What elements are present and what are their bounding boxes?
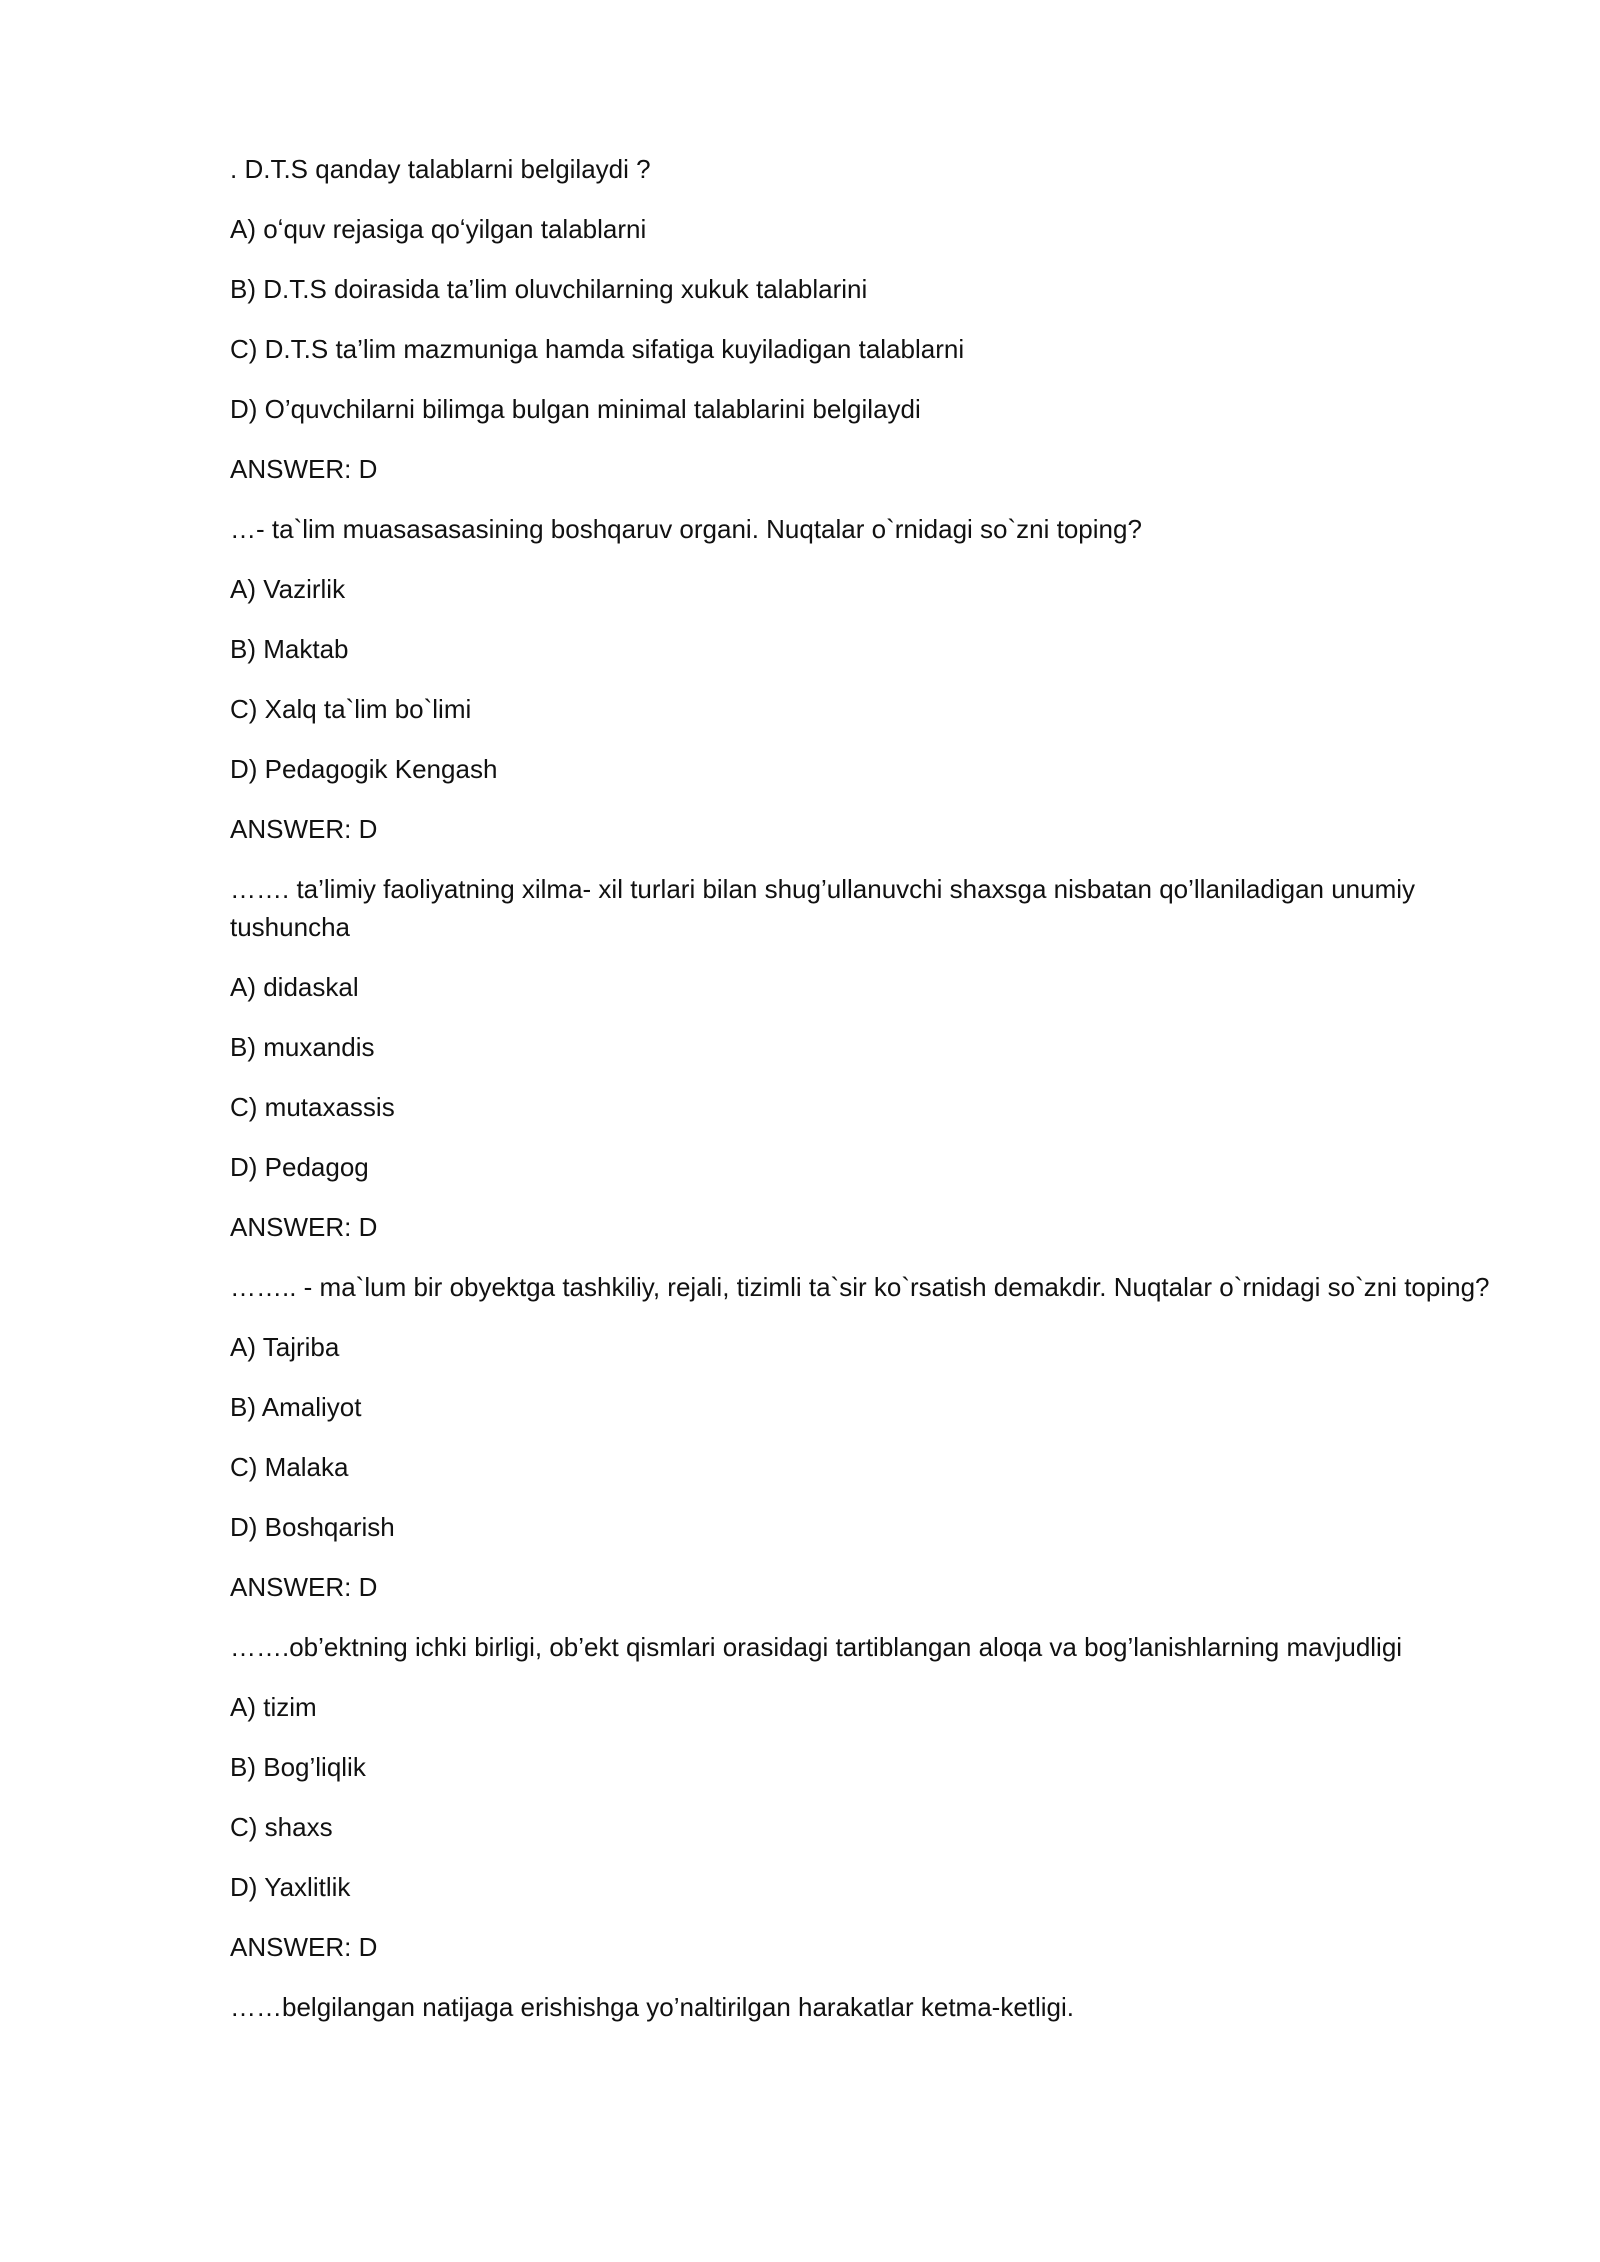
question-text: …….. - ma`lum bir obyektga tashkiliy, rejali, tizimli ta`sir ko`rsatish demakdir. Nuqtalar o`rnidagi so`zni toping? [230, 1272, 1490, 1302]
question-text: ……belgilangan natijaga erishishga yo’naltirilgan harakatlar ketma-ketligi. [230, 1992, 1075, 2022]
answer-line: ANSWER: D [230, 814, 378, 844]
option-d: D) O’quvchilarni bilimga bulgan minimal talablarini belgilaydi [230, 394, 921, 424]
answer-line: ANSWER: D [230, 454, 378, 484]
option-c: C) Malaka [230, 1452, 349, 1482]
option-d: D) Yaxlitlik [230, 1872, 351, 1902]
option-c: C) D.T.S ta’lim mazmuniga hamda sifatiga kuyiladigan talablarni [230, 334, 965, 364]
question-text: …….ob’ektning ichki birligi, ob’ekt qismlari orasidagi tartiblangan aloqa va bog’lanishlarning mavjudligi [230, 1632, 1403, 1662]
option-b: B) Maktab [230, 634, 349, 664]
option-b: B) muxandis [230, 1032, 375, 1062]
question-text: …- ta`lim muasasasasining boshqaruv organi. Nuqtalar o`rnidagi so`zni toping? [230, 514, 1142, 544]
option-c: C) shaxs [230, 1812, 333, 1842]
option-d: D) Pedagogik Kengash [230, 754, 498, 784]
question-text: . D.T.S qanday talablarni belgilaydi ? [230, 154, 651, 184]
option-c: C) mutaxassis [230, 1092, 395, 1122]
option-b: B) Bog’liqlik [230, 1752, 366, 1782]
question-text: ……. ta’limiy faoliyatning xilma- xil turlari bilan shug’ullanuvchi shaxsga nisbatan qo’llaniladigan unumiy tushuncha [230, 874, 1416, 942]
option-a: A) tizim [230, 1692, 317, 1722]
option-c: C) Xalq ta`lim bo`limi [230, 694, 472, 724]
answer-line: ANSWER: D [230, 1572, 378, 1602]
answer-line: ANSWER: D [230, 1212, 378, 1242]
quiz-content [230, 150, 1490, 2048]
option-a: A) Vazirlik [230, 574, 346, 604]
option-d: D) Boshqarish [230, 1512, 395, 1542]
option-b: B) Amaliyot [230, 1392, 362, 1422]
option-d: D) Pedagog [230, 1152, 369, 1182]
answer-line: ANSWER: D [230, 1932, 378, 1962]
option-b: B) D.T.S doirasida ta’lim oluvchilarning xukuk talablarini [230, 274, 868, 304]
option-a: A) Tajriba [230, 1332, 340, 1362]
option-a: A) didaskal [230, 972, 359, 1002]
option-a: A) oʻquv rejasiga qoʻyilgan talablarni [230, 214, 647, 244]
